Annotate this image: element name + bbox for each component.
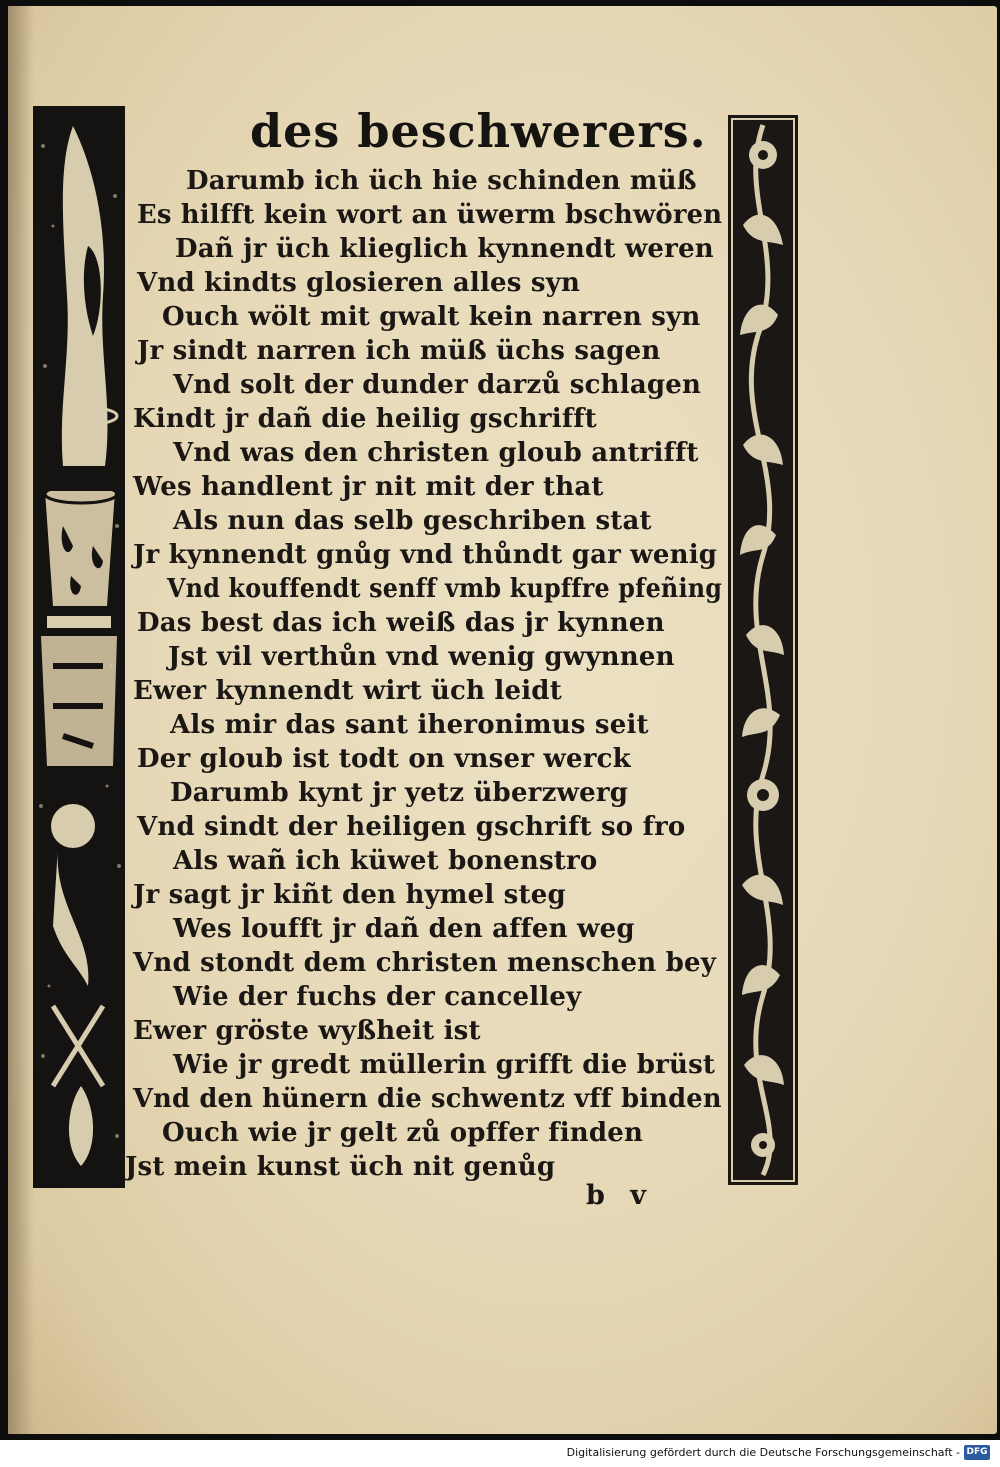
verse-line: Jr kynnendt gnůg vnd thůndt gar wenig [133, 540, 718, 570]
verse-line: Ewer gröste wyßheit ist [133, 1016, 481, 1046]
verse-line: Darumb ich üch hie schinden müß [186, 166, 697, 196]
verse-line: Als nun das selb geschriben stat [173, 506, 652, 536]
verse-line: Als wañ ich küwet bonenstro [173, 846, 598, 876]
dfg-logo-icon: DFG [964, 1445, 990, 1460]
verse-line: Vnd kindts glosieren alles syn [137, 268, 581, 298]
verse-line: Ouch wölt mit gwalt kein narren syn [162, 302, 701, 332]
signature-mark: b v [586, 1180, 654, 1211]
verse-line: Ewer kynnendt wirt üch leidt [133, 676, 562, 706]
verse-line: Als mir das sant iheronimus seit [170, 710, 649, 740]
verse-line: Wes handlent jr nit mit der that [133, 472, 604, 502]
verse-line: Jr sindt narren ich müß üchs sagen [137, 336, 661, 366]
verse-line: Vnd solt der dunder darzů schlagen [173, 370, 702, 400]
verse-line: Wie der fuchs der cancelley [173, 982, 582, 1012]
verse-line: Dañ jr üch klieglich kynnendt weren [175, 234, 714, 264]
running-header: des beschwerers. [250, 104, 707, 158]
verse-line: Jst vil verthůn vnd wenig gwynnen [168, 642, 675, 672]
verse-line: Das best das ich weiß das jr kynnen [137, 608, 665, 638]
verse-line: Vnd stondt dem christen menschen bey [133, 948, 717, 978]
verse-line: Wes loufft jr dañ den affen weg [173, 914, 635, 944]
verse-line: Darumb kynt jr yetz überzwerg [170, 778, 629, 808]
digitization-footer [0, 1440, 1000, 1467]
verse-line: Ouch wie jr gelt zů opffer finden [162, 1118, 644, 1148]
verse-line: Jst mein kunst üch nit genůg [125, 1152, 556, 1182]
verse-line: Kindt jr dañ die heilig gschrifft [133, 404, 597, 434]
verse-line: Jr sagt jr kiñt den hymel steg [133, 880, 566, 910]
verse-line: Vnd kouffendt senff vmb kupffre pfeñing [167, 574, 723, 604]
verse-line: Der gloub ist todt on vnser werck [137, 744, 631, 774]
verse-line: Wie jr gredt müllerin grifft die brüst [173, 1050, 716, 1080]
verse-line: Vnd sindt der heiligen gschrift so fro [137, 812, 686, 842]
verse-line: Vnd was den christen gloub antrifft [173, 438, 699, 468]
verse-line: Vnd den hünern die schwentz vff binden [133, 1084, 722, 1114]
funding-credit: Digitalisierung gefördert durch die Deutsche Forschungsgemeinschaft - [566, 1446, 960, 1459]
verse-line: Es hilfft kein wort an üwerm bschwören [137, 200, 723, 230]
